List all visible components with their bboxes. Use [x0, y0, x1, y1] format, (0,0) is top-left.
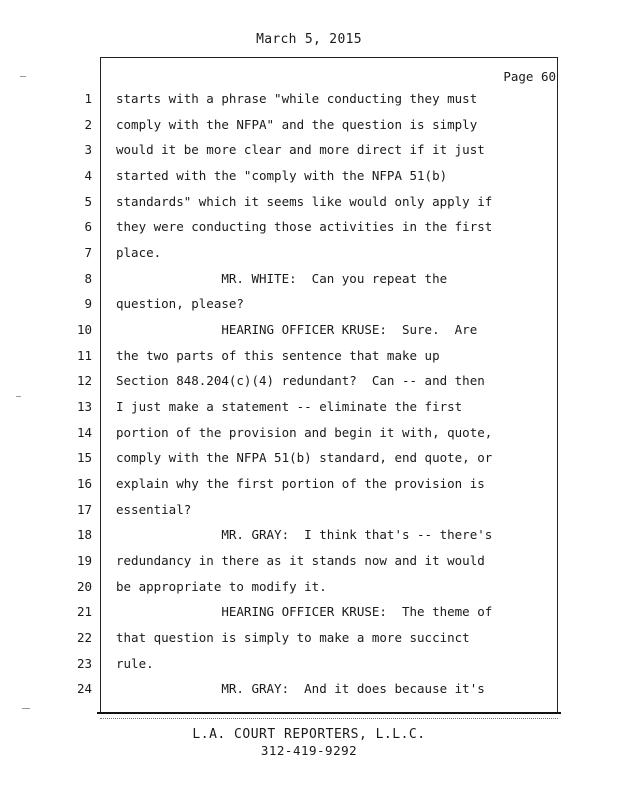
- transcript-line: would it be more clear and more direct if it just: [116, 142, 485, 157]
- transcript-line: that question is simply to make a more succinct: [116, 630, 470, 645]
- transcript-line: MR. GRAY: And it does because it's: [116, 681, 485, 696]
- line-number: 24: [76, 681, 92, 696]
- line-number: 4: [84, 168, 92, 183]
- transcript-line: essential?: [116, 502, 192, 517]
- line-number: 3: [84, 142, 92, 157]
- line-number: 20: [76, 579, 92, 594]
- transcript-line: Section 848.204(c)(4) redundant? Can -- and then: [116, 373, 485, 388]
- transcript-line: HEARING OFFICER KRUSE: Sure. Are: [116, 322, 478, 337]
- line-number: 6: [84, 219, 92, 234]
- transcript-line: be appropriate to modify it.: [116, 579, 327, 594]
- transcript-line: redundancy in there as it stands now and it would: [116, 553, 485, 568]
- line-number: 10: [76, 322, 92, 337]
- line-number: 17: [76, 502, 92, 517]
- line-number: 12: [76, 373, 92, 388]
- line-number: 14: [76, 425, 92, 440]
- line-number: 21: [76, 604, 92, 619]
- line-number: 7: [84, 245, 92, 260]
- frame-bottom-rule: [97, 712, 561, 714]
- line-number: 11: [76, 348, 92, 363]
- transcript-line: rule.: [116, 656, 154, 671]
- transcript-line: the two parts of this sentence that make up: [116, 348, 440, 363]
- transcript-line: comply with the NFPA 51(b) standard, end quote, or: [116, 450, 493, 465]
- line-number: 2: [84, 117, 92, 132]
- transcript-line: explain why the first portion of the provision is: [116, 476, 485, 491]
- page-number: Page 60: [503, 69, 556, 84]
- transcript-line: comply with the NFPA" and the question is simply: [116, 117, 478, 132]
- line-number: 19: [76, 553, 92, 568]
- line-number: 5: [84, 194, 92, 209]
- line-number: 8: [84, 271, 92, 286]
- transcript-line: standards" which it seems like would only apply if: [116, 194, 493, 209]
- line-number: 16: [76, 476, 92, 491]
- scan-speck: [16, 396, 21, 397]
- transcript-line: question, please?: [116, 296, 244, 311]
- transcript-line: HEARING OFFICER KRUSE: The theme of: [116, 604, 493, 619]
- scan-speck: [20, 76, 26, 77]
- transcript-line: portion of the provision and begin it with, quote,: [116, 425, 493, 440]
- line-number: 18: [76, 527, 92, 542]
- transcript-line: I just make a statement -- eliminate the first: [116, 399, 463, 414]
- scan-speck: [22, 708, 30, 709]
- line-number: 13: [76, 399, 92, 414]
- court-reporter-firm: L.A. COURT REPORTERS, L.L.C.: [192, 727, 426, 742]
- transcript-line: starts with a phrase "while conducting they must: [116, 91, 478, 106]
- line-number: 23: [76, 656, 92, 671]
- frame-bottom-scan-line: [100, 718, 558, 719]
- transcript-line: place.: [116, 245, 162, 260]
- transcript-line: they were conducting those activities in the first: [116, 219, 493, 234]
- line-number: 22: [76, 630, 92, 645]
- transcript-line: MR. WHITE: Can you repeat the: [116, 271, 448, 286]
- line-number: 1: [84, 91, 92, 106]
- transcript-line: MR. GRAY: I think that's -- there's: [116, 527, 493, 542]
- court-reporter-phone: 312-419-9292: [260, 743, 358, 758]
- page-date-header: March 5, 2015: [256, 32, 362, 47]
- line-number: 9: [84, 296, 92, 311]
- line-number: 15: [76, 450, 92, 465]
- transcript-line: started with the "comply with the NFPA 51(b): [116, 168, 448, 183]
